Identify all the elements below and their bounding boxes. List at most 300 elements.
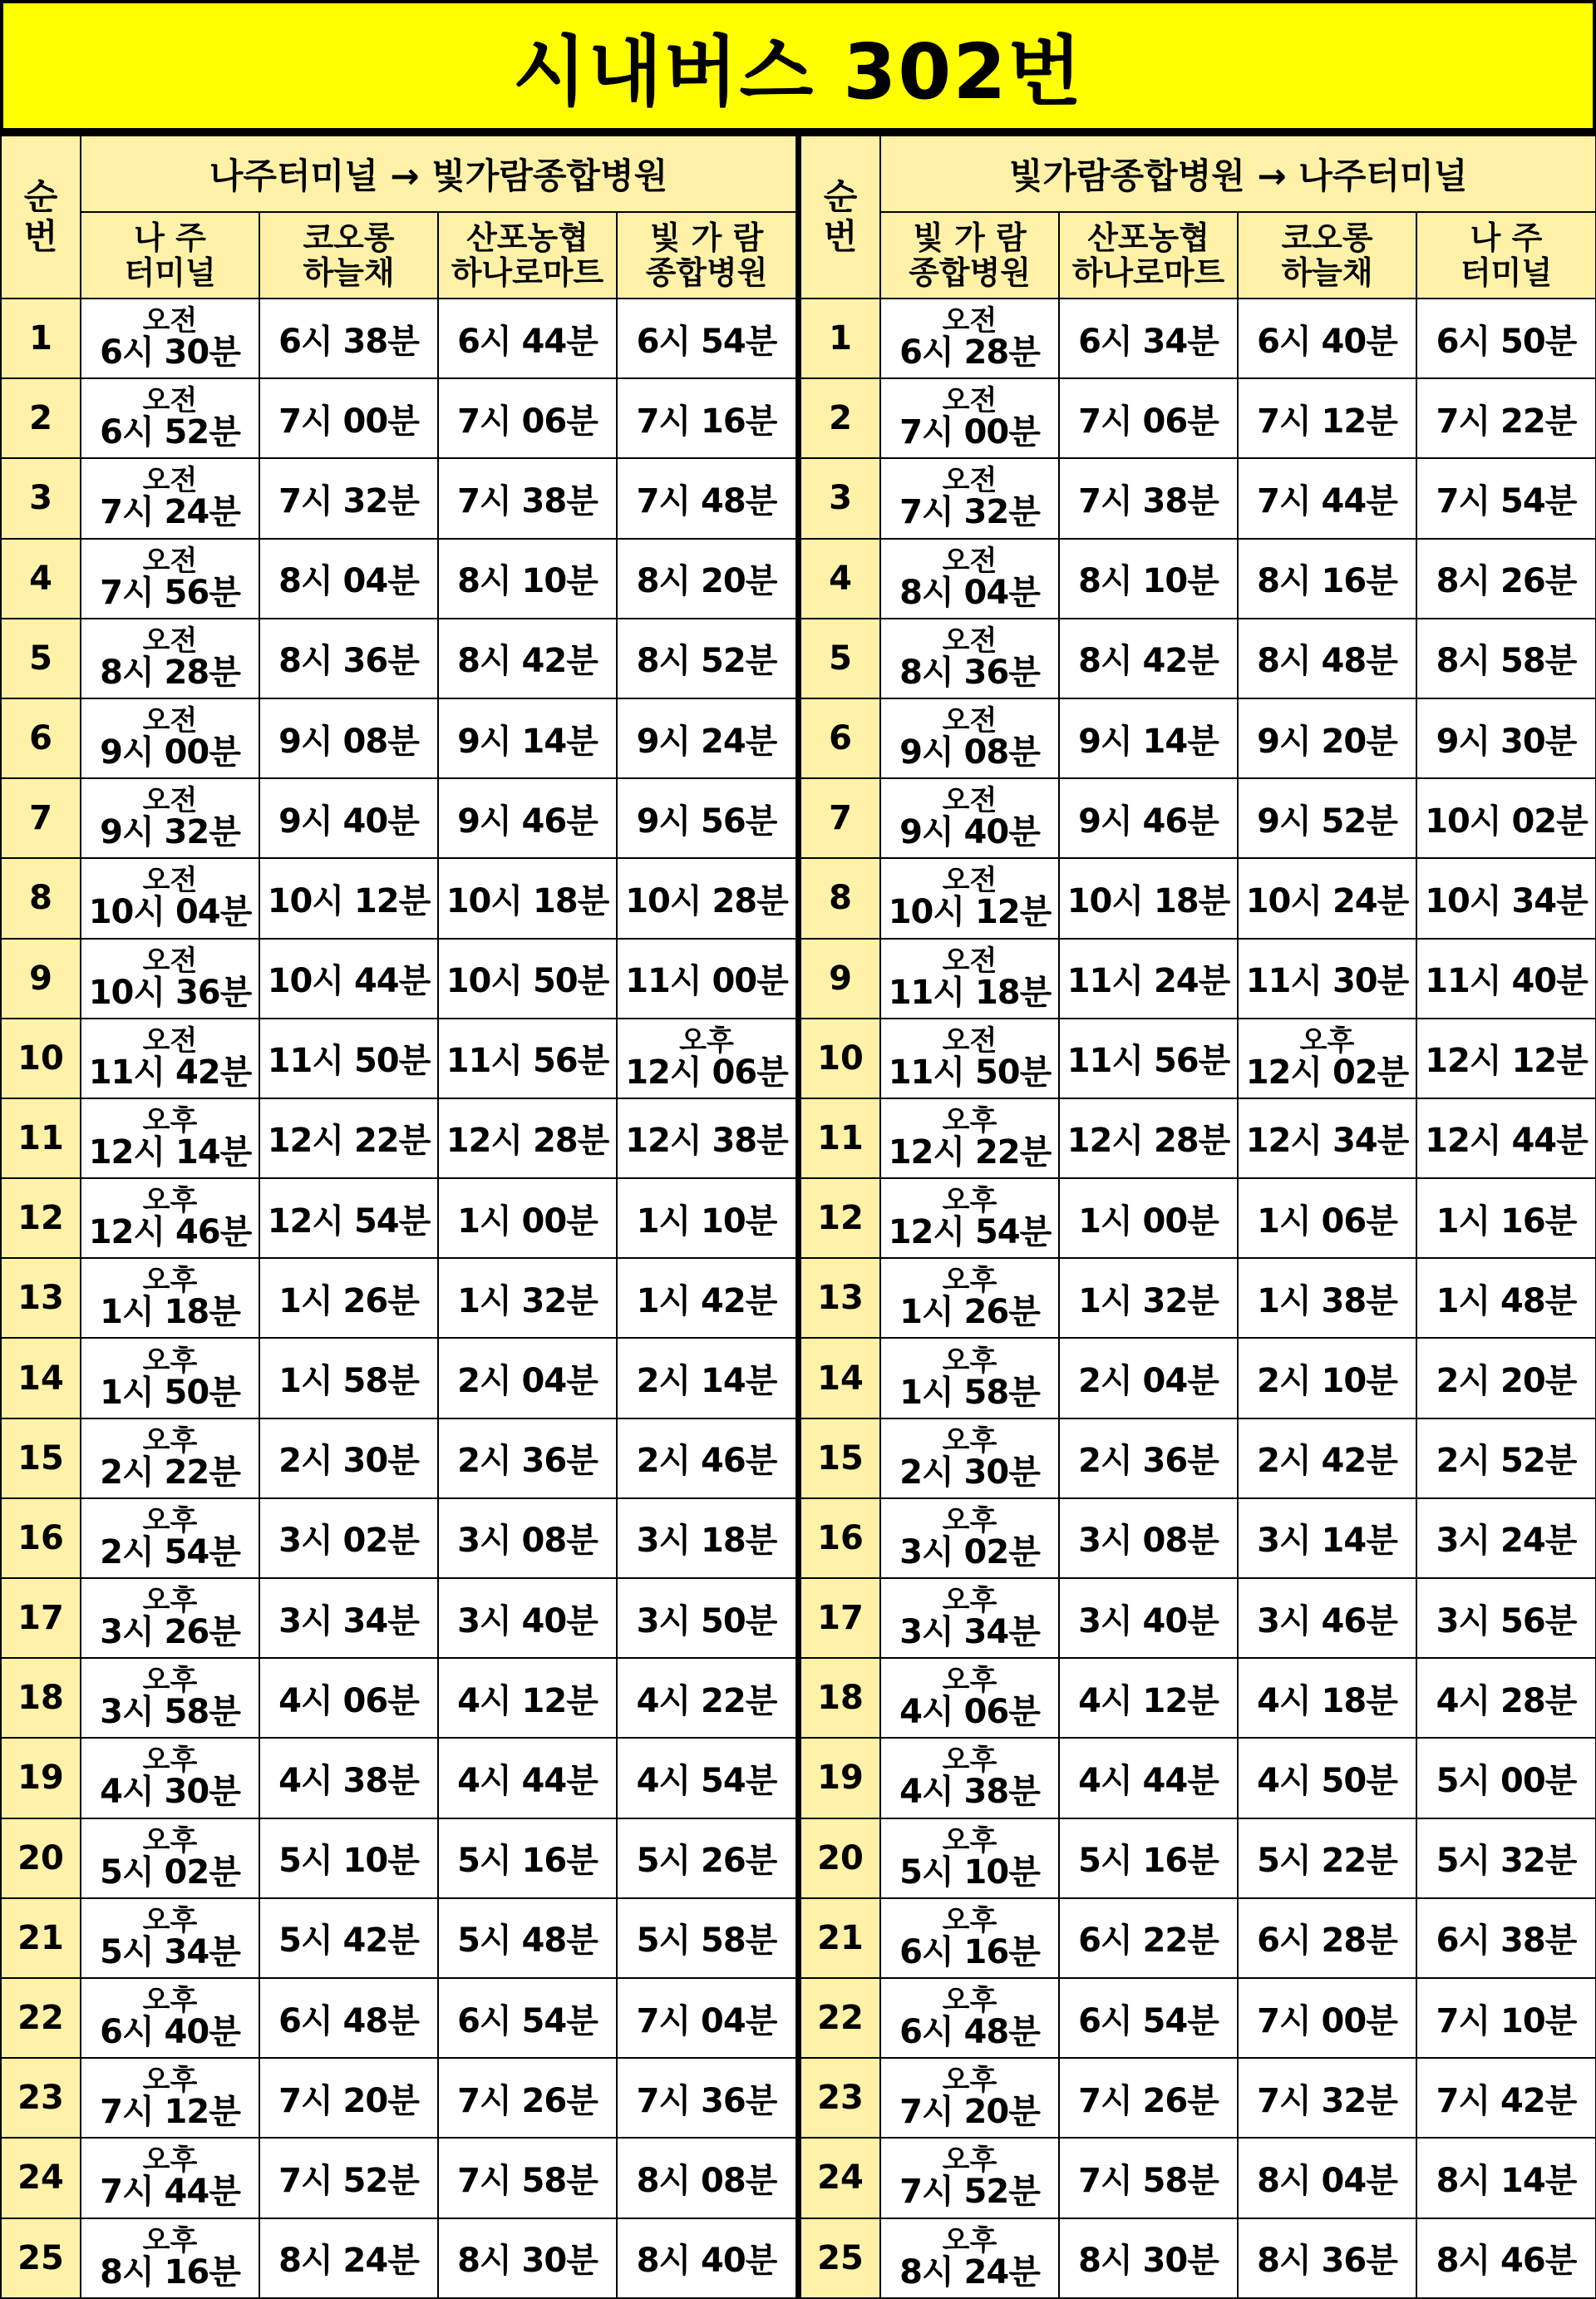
departure-time (880, 1978, 1059, 2058)
row-number: 12 (800, 1178, 880, 1258)
stop-name-line1: 산포농협 (466, 220, 589, 256)
ampm-label: 오전 (142, 544, 198, 578)
stop-time: 8시 14분 (1416, 2138, 1596, 2218)
table-row (800, 2218, 1596, 2299)
stop-name-line2: 터미널 (124, 254, 216, 291)
time-value: 7시 44분 (100, 2173, 240, 2212)
table-row (800, 1658, 1596, 1738)
stop-time: 3시 34분 (259, 1578, 438, 1658)
ampm-label: 오후 (942, 1423, 998, 1458)
row-number: 25 (1, 2218, 81, 2299)
row-number: 15 (1, 1418, 81, 1498)
ampm-label: 오후 (942, 1984, 998, 2018)
row-number: 1 (800, 298, 880, 378)
stop-time: 1시 32분 (1059, 1258, 1238, 1338)
table-row (1, 1498, 796, 1578)
stop-name-line2: 하나로마트 (451, 254, 604, 291)
direction-title: 나주터미널 → 빛가람종합병원 (81, 136, 796, 212)
row-number: 20 (800, 1818, 880, 1898)
departure-time (81, 2058, 259, 2138)
stop-time: 5시 26분 (617, 1818, 796, 1898)
title-banner (0, 0, 1596, 131)
stop-name-line2: 하늘채 (1281, 254, 1373, 291)
departure-time (81, 939, 259, 1019)
stop-time: 5시 42분 (259, 1898, 438, 1978)
departure-time (880, 1418, 1059, 1498)
stop-time: 9시 30분 (1416, 698, 1596, 778)
stop-time: 7시 26분 (438, 2058, 617, 2138)
row-number: 11 (800, 1098, 880, 1178)
row-number: 14 (800, 1338, 880, 1418)
row-number: 4 (1, 539, 81, 619)
stop-time: 5시 16분 (1059, 1818, 1238, 1898)
table-row (800, 1978, 1596, 2058)
stop-time: 7시 06분 (1059, 378, 1238, 458)
time-value: 4시 06분 (899, 1693, 1040, 1732)
table-row (1, 1258, 796, 1338)
table-row (800, 1019, 1596, 1098)
ampm-label: 오후 (942, 1184, 998, 1218)
stop-time: 12시 12분 (1416, 1019, 1596, 1098)
time-value: 6시 28분 (899, 333, 1040, 372)
departure-time (880, 1498, 1059, 1578)
row-number: 12 (1, 1178, 81, 1258)
table-row (1, 1738, 796, 1818)
table-row (1, 1019, 796, 1098)
table-row (1, 2138, 796, 2218)
stop-time: 5시 48분 (438, 1898, 617, 1978)
stop-time: 7시 06분 (438, 378, 617, 458)
ampm-label: 오전 (942, 704, 998, 738)
row-number: 21 (800, 1898, 880, 1978)
row-number: 2 (1, 378, 81, 458)
table-row (1, 1898, 796, 1978)
stop-time: 8시 04분 (259, 539, 438, 619)
stop-time: 8시 08분 (617, 2138, 796, 2218)
stop-time: 9시 14분 (438, 698, 617, 778)
time-value: 12시 54분 (888, 1213, 1052, 1252)
table-row (1, 619, 796, 698)
table-row (800, 1098, 1596, 1178)
stop-time: 8시 36분 (1238, 2218, 1416, 2299)
stop-time: 8시 46분 (1416, 2218, 1596, 2299)
departure-time (880, 1738, 1059, 1818)
table-row (1, 1818, 796, 1898)
stop-time: 9시 24분 (617, 698, 796, 778)
stop-time: 7시 10분 (1416, 1978, 1596, 2058)
time-value: 1시 50분 (100, 1373, 240, 1412)
ampm-label: 오후 (142, 2223, 198, 2257)
stop-name-line1: 산포농협 (1087, 220, 1209, 256)
stop-time: 4시 22분 (617, 1658, 796, 1738)
ampm-label: 오전 (942, 544, 998, 578)
departure-time (880, 1818, 1059, 1898)
table-row (800, 778, 1596, 858)
ampm-label: 오후 (142, 1344, 198, 1378)
time-value: 7시 24분 (100, 493, 240, 532)
row-number: 25 (800, 2218, 880, 2299)
table-row (1, 2218, 796, 2299)
stop-time: 12시 38분 (617, 1098, 796, 1178)
row-number: 9 (1, 939, 81, 1019)
stop-header (1059, 212, 1238, 298)
stop-time: 1시 38분 (1238, 1258, 1416, 1338)
table-row (1, 698, 796, 778)
stop-time: 7시 00분 (1238, 1978, 1416, 2058)
stop-time: 6시 50분 (1416, 298, 1596, 378)
stop-time: 4시 12분 (1059, 1658, 1238, 1738)
time-value: 6시 52분 (100, 413, 240, 452)
ampm-label: 오후 (942, 1103, 998, 1137)
time-value: 8시 24분 (899, 2252, 1040, 2292)
table-row (1, 939, 796, 1019)
row-number: 6 (1, 698, 81, 778)
row-number: 8 (1, 858, 81, 938)
sequence-header-line1: 순 (23, 176, 58, 217)
row-number: 10 (800, 1019, 880, 1098)
stop-time: 2시 42분 (1238, 1418, 1416, 1498)
stop-time: 1시 32분 (438, 1258, 617, 1338)
ampm-label: 오후 (1299, 1024, 1355, 1058)
row-number: 5 (1, 619, 81, 698)
departure-time (880, 1098, 1059, 1178)
stop-time: 6시 22분 (1059, 1898, 1238, 1978)
table-row (1, 778, 796, 858)
table-row (800, 1818, 1596, 1898)
table-row (1, 858, 796, 938)
time-value: 1시 58분 (899, 1373, 1040, 1412)
departure-time (880, 1578, 1059, 1658)
ampm-label: 오후 (142, 1184, 198, 1218)
time-value: 1시 26분 (899, 1293, 1040, 1332)
ampm-label: 오후 (142, 1503, 198, 1537)
stop-time: 6시 48분 (259, 1978, 438, 2058)
stop-time: 10시 12분 (259, 858, 438, 938)
time-value: 6시 40분 (100, 2013, 240, 2052)
stop-time: 3시 08분 (438, 1498, 617, 1578)
row-number: 10 (1, 1019, 81, 1098)
stop-time: 9시 08분 (259, 698, 438, 778)
stop-time: 8시 52분 (617, 619, 796, 698)
table-row (800, 298, 1596, 378)
ampm-label: 오후 (142, 1664, 198, 1698)
stop-time: 6시 38분 (1416, 1898, 1596, 1978)
stop-time: 3시 50분 (617, 1578, 796, 1658)
ampm-label: 오전 (142, 624, 198, 658)
time-value: 9시 00분 (100, 733, 240, 772)
row-number: 11 (1, 1098, 81, 1178)
stop-time: 1시 10분 (617, 1178, 796, 1258)
ampm-label: 오전 (942, 1024, 998, 1058)
row-number: 13 (800, 1258, 880, 1338)
ampm-label: 오전 (142, 944, 198, 978)
stop-time: 8시 36분 (259, 619, 438, 698)
row-number: 19 (1, 1738, 81, 1818)
departure-time (880, 378, 1059, 458)
departure-time (81, 458, 259, 538)
stop-time: 1시 58분 (259, 1338, 438, 1418)
ampm-label: 오전 (142, 864, 198, 898)
stop-time: 8시 30분 (438, 2218, 617, 2299)
stop-time: 6시 54분 (617, 298, 796, 378)
row-number: 22 (1, 1978, 81, 2058)
stop-time: 7시 58분 (438, 2138, 617, 2218)
departure-time (880, 939, 1059, 1019)
departure-time (81, 1578, 259, 1658)
stop-name-line2: 하나로마트 (1071, 254, 1225, 291)
table-row (1, 1578, 796, 1658)
stop-time: 8시 48분 (1238, 619, 1416, 698)
departure-time (880, 298, 1059, 378)
table-row (1, 1418, 796, 1498)
stop-time: 9시 20분 (1238, 698, 1416, 778)
ampm-label: 오전 (142, 464, 198, 498)
table-row (800, 539, 1596, 619)
table-row (800, 1498, 1596, 1578)
page-title: 시내버스 302번 (512, 27, 1084, 116)
ampm-label: 오전 (942, 784, 998, 818)
row-number: 17 (800, 1578, 880, 1658)
row-number: 24 (800, 2138, 880, 2218)
row-number: 7 (800, 778, 880, 858)
stop-time: 11시 40분 (1416, 939, 1596, 1019)
row-number: 5 (800, 619, 880, 698)
departure-time (880, 539, 1059, 619)
ampm-label: 오후 (942, 2144, 998, 2178)
row-number: 24 (1, 2138, 81, 2218)
stop-name-line2: 하늘채 (303, 254, 395, 291)
departure-time (81, 698, 259, 778)
stop-time: 6시 28분 (1238, 1898, 1416, 1978)
ampm-label: 오전 (142, 384, 198, 418)
table-row (800, 858, 1596, 938)
table-row (1, 1178, 796, 1258)
ampm-label: 오후 (679, 1024, 734, 1058)
sequence-header-line1: 순 (823, 176, 858, 217)
stop-time: 11시 56분 (1059, 1019, 1238, 1098)
departure-time (81, 1898, 259, 1978)
table-row (800, 1178, 1596, 1258)
stop-time: 2시 52분 (1416, 1418, 1596, 1498)
departure-time (880, 458, 1059, 538)
time-value: 3시 34분 (899, 1613, 1040, 1652)
table-row (800, 1418, 1596, 1498)
ampm-label: 오후 (942, 1903, 998, 1937)
ampm-label: 오후 (942, 2064, 998, 2098)
stop-time: 7시 36분 (617, 2058, 796, 2138)
stop-time: 12시 54분 (259, 1178, 438, 1258)
stop-name-line1: 코오롱 (303, 220, 395, 256)
stop-time: 7시 48분 (617, 458, 796, 538)
departure-time (880, 1178, 1059, 1258)
time-value: 3시 26분 (100, 1613, 240, 1652)
table-row (800, 458, 1596, 538)
stop-time: 7시 38분 (438, 458, 617, 538)
stop-time: 11시 56분 (438, 1019, 617, 1098)
table-row (800, 378, 1596, 458)
time-value: 11시 42분 (88, 1053, 252, 1092)
stop-name-line2: 터미널 (1460, 254, 1553, 291)
departure-time (81, 619, 259, 698)
departure-time (81, 778, 259, 858)
time-value: 1시 18분 (100, 1293, 240, 1332)
time-value: 7시 12분 (100, 2093, 240, 2132)
stop-time: 12시 22분 (259, 1098, 438, 1178)
stop-header (81, 212, 259, 298)
time-value: 8시 16분 (100, 2252, 240, 2292)
row-number: 16 (800, 1498, 880, 1578)
stop-time: 1시 00분 (438, 1178, 617, 1258)
stop-time: 2시 14분 (617, 1338, 796, 1418)
stop-time: 7시 22분 (1416, 378, 1596, 458)
stop-time: 4시 44분 (1059, 1738, 1238, 1818)
row-number: 3 (1, 458, 81, 538)
table-row (1, 539, 796, 619)
departure-time (81, 1418, 259, 1498)
table-row (800, 939, 1596, 1019)
stop-time: 7시 32분 (1238, 2058, 1416, 2138)
stop-time: 4시 44분 (438, 1738, 617, 1818)
stop-time: 10시 50분 (438, 939, 617, 1019)
time-value: 2시 22분 (100, 1453, 240, 1492)
row-number: 7 (1, 778, 81, 858)
ampm-label: 오전 (942, 864, 998, 898)
ampm-label: 오전 (142, 784, 198, 818)
stop-name-line1: 나 주 (134, 220, 206, 256)
table-row (800, 1338, 1596, 1418)
departure-time (880, 1338, 1059, 1418)
stop-time: 2시 36분 (1059, 1418, 1238, 1498)
stop-name-line2: 종합병원 (909, 254, 1031, 291)
ampm-label: 오전 (142, 304, 198, 338)
stop-time: 6시 40분 (1238, 298, 1416, 378)
stop-time: 8시 20분 (617, 539, 796, 619)
time-value: 4시 38분 (899, 1773, 1040, 1812)
departure-time (81, 2138, 259, 2218)
time-value: 10시 04분 (88, 893, 252, 932)
stop-time: 6시 54분 (1059, 1978, 1238, 2058)
row-number: 20 (1, 1818, 81, 1898)
stop-name-line1: 빛 가 람 (913, 220, 1027, 256)
departure-time (81, 1178, 259, 1258)
departure-time (81, 1498, 259, 1578)
stop-time: 11시 50분 (259, 1019, 438, 1098)
row-number: 19 (800, 1738, 880, 1818)
time-value: 5시 34분 (100, 1932, 240, 1971)
time-value: 12시 02분 (1245, 1053, 1409, 1092)
departure-time (81, 1658, 259, 1738)
stop-time: 8시 42분 (1059, 619, 1238, 698)
row-number: 4 (800, 539, 880, 619)
stop-time: 5시 58분 (617, 1898, 796, 1978)
stop-time: 10시 44분 (259, 939, 438, 1019)
departure-time (81, 858, 259, 938)
row-number: 8 (800, 858, 880, 938)
stop-time: 5시 22분 (1238, 1818, 1416, 1898)
stop-time: 9시 46분 (1059, 778, 1238, 858)
stop-time: 10시 02분 (1416, 778, 1596, 858)
time-value: 12시 22분 (888, 1132, 1052, 1172)
row-number: 18 (800, 1658, 880, 1738)
stop-time: 8시 30분 (1059, 2218, 1238, 2299)
ampm-label: 오전 (942, 464, 998, 498)
table-row (800, 698, 1596, 778)
time-value: 2시 54분 (100, 1532, 240, 1571)
stop-time: 8시 04분 (1238, 2138, 1416, 2218)
table-row (800, 1258, 1596, 1338)
time-value: 10시 12분 (888, 893, 1052, 932)
row-number: 23 (1, 2058, 81, 2138)
time-value: 7시 32분 (899, 493, 1040, 532)
ampm-label: 오후 (142, 1264, 198, 1298)
stop-time: 8시 10분 (438, 539, 617, 619)
stop-header (1416, 212, 1596, 298)
stop-time: 7시 58분 (1059, 2138, 1238, 2218)
stop-time: 4시 06분 (259, 1658, 438, 1738)
stop-time: 7시 26분 (1059, 2058, 1238, 2138)
stop-time: 3시 02분 (259, 1498, 438, 1578)
departure-time (81, 1738, 259, 1818)
time-value: 2시 30분 (899, 1453, 1040, 1492)
row-number: 1 (1, 298, 81, 378)
stop-time: 9시 52분 (1238, 778, 1416, 858)
ampm-label: 오전 (942, 944, 998, 978)
stop-name-line1: 빛 가 람 (649, 220, 764, 256)
row-number: 13 (1, 1258, 81, 1338)
time-value: 8시 04분 (899, 573, 1040, 612)
ampm-label: 오후 (942, 1584, 998, 1618)
time-value: 6시 16분 (899, 1932, 1040, 1971)
time-value: 11시 50분 (888, 1053, 1052, 1092)
row-number: 3 (800, 458, 880, 538)
stop-time: 4시 54분 (617, 1738, 796, 1818)
time-value: 11시 18분 (888, 973, 1052, 1012)
sequence-header-line2: 번 (823, 216, 858, 257)
stop-time: 10시 18분 (438, 858, 617, 938)
stop-time: 1시 16분 (1416, 1178, 1596, 1258)
departure-time (81, 2218, 259, 2299)
departure-time (880, 1019, 1059, 1098)
stop-time: 4시 38분 (259, 1738, 438, 1818)
stop-time: 11시 24분 (1059, 939, 1238, 1019)
stop-time: 7시 16분 (617, 378, 796, 458)
stop-header (617, 212, 796, 298)
time-value: 7시 00분 (899, 413, 1040, 452)
row-number: 16 (1, 1498, 81, 1578)
stop-time: 8시 42분 (438, 619, 617, 698)
table-row (800, 2138, 1596, 2218)
stop-time: 3시 46분 (1238, 1578, 1416, 1658)
departure-time (880, 1258, 1059, 1338)
table-row (1, 298, 796, 378)
direction-title: 빛가람종합병원 → 나주터미널 (880, 136, 1596, 212)
ampm-label: 오후 (142, 1744, 198, 1778)
row-number: 17 (1, 1578, 81, 1658)
stop-time: 7시 20분 (259, 2058, 438, 2138)
stop-time: 7시 42분 (1416, 2058, 1596, 2138)
stop-time: 9시 40분 (259, 778, 438, 858)
stop-header (438, 212, 617, 298)
stop-time: 12시 28분 (438, 1098, 617, 1178)
departure-time (880, 858, 1059, 938)
time-value: 9시 40분 (899, 813, 1040, 852)
ampm-label: 오후 (142, 2064, 198, 2098)
ampm-label: 오전 (942, 304, 998, 338)
stop-time: 2시 30분 (259, 1418, 438, 1498)
departure-time (81, 1818, 259, 1898)
ampm-label: 오후 (142, 1584, 198, 1618)
stop-time: 5시 00분 (1416, 1738, 1596, 1818)
